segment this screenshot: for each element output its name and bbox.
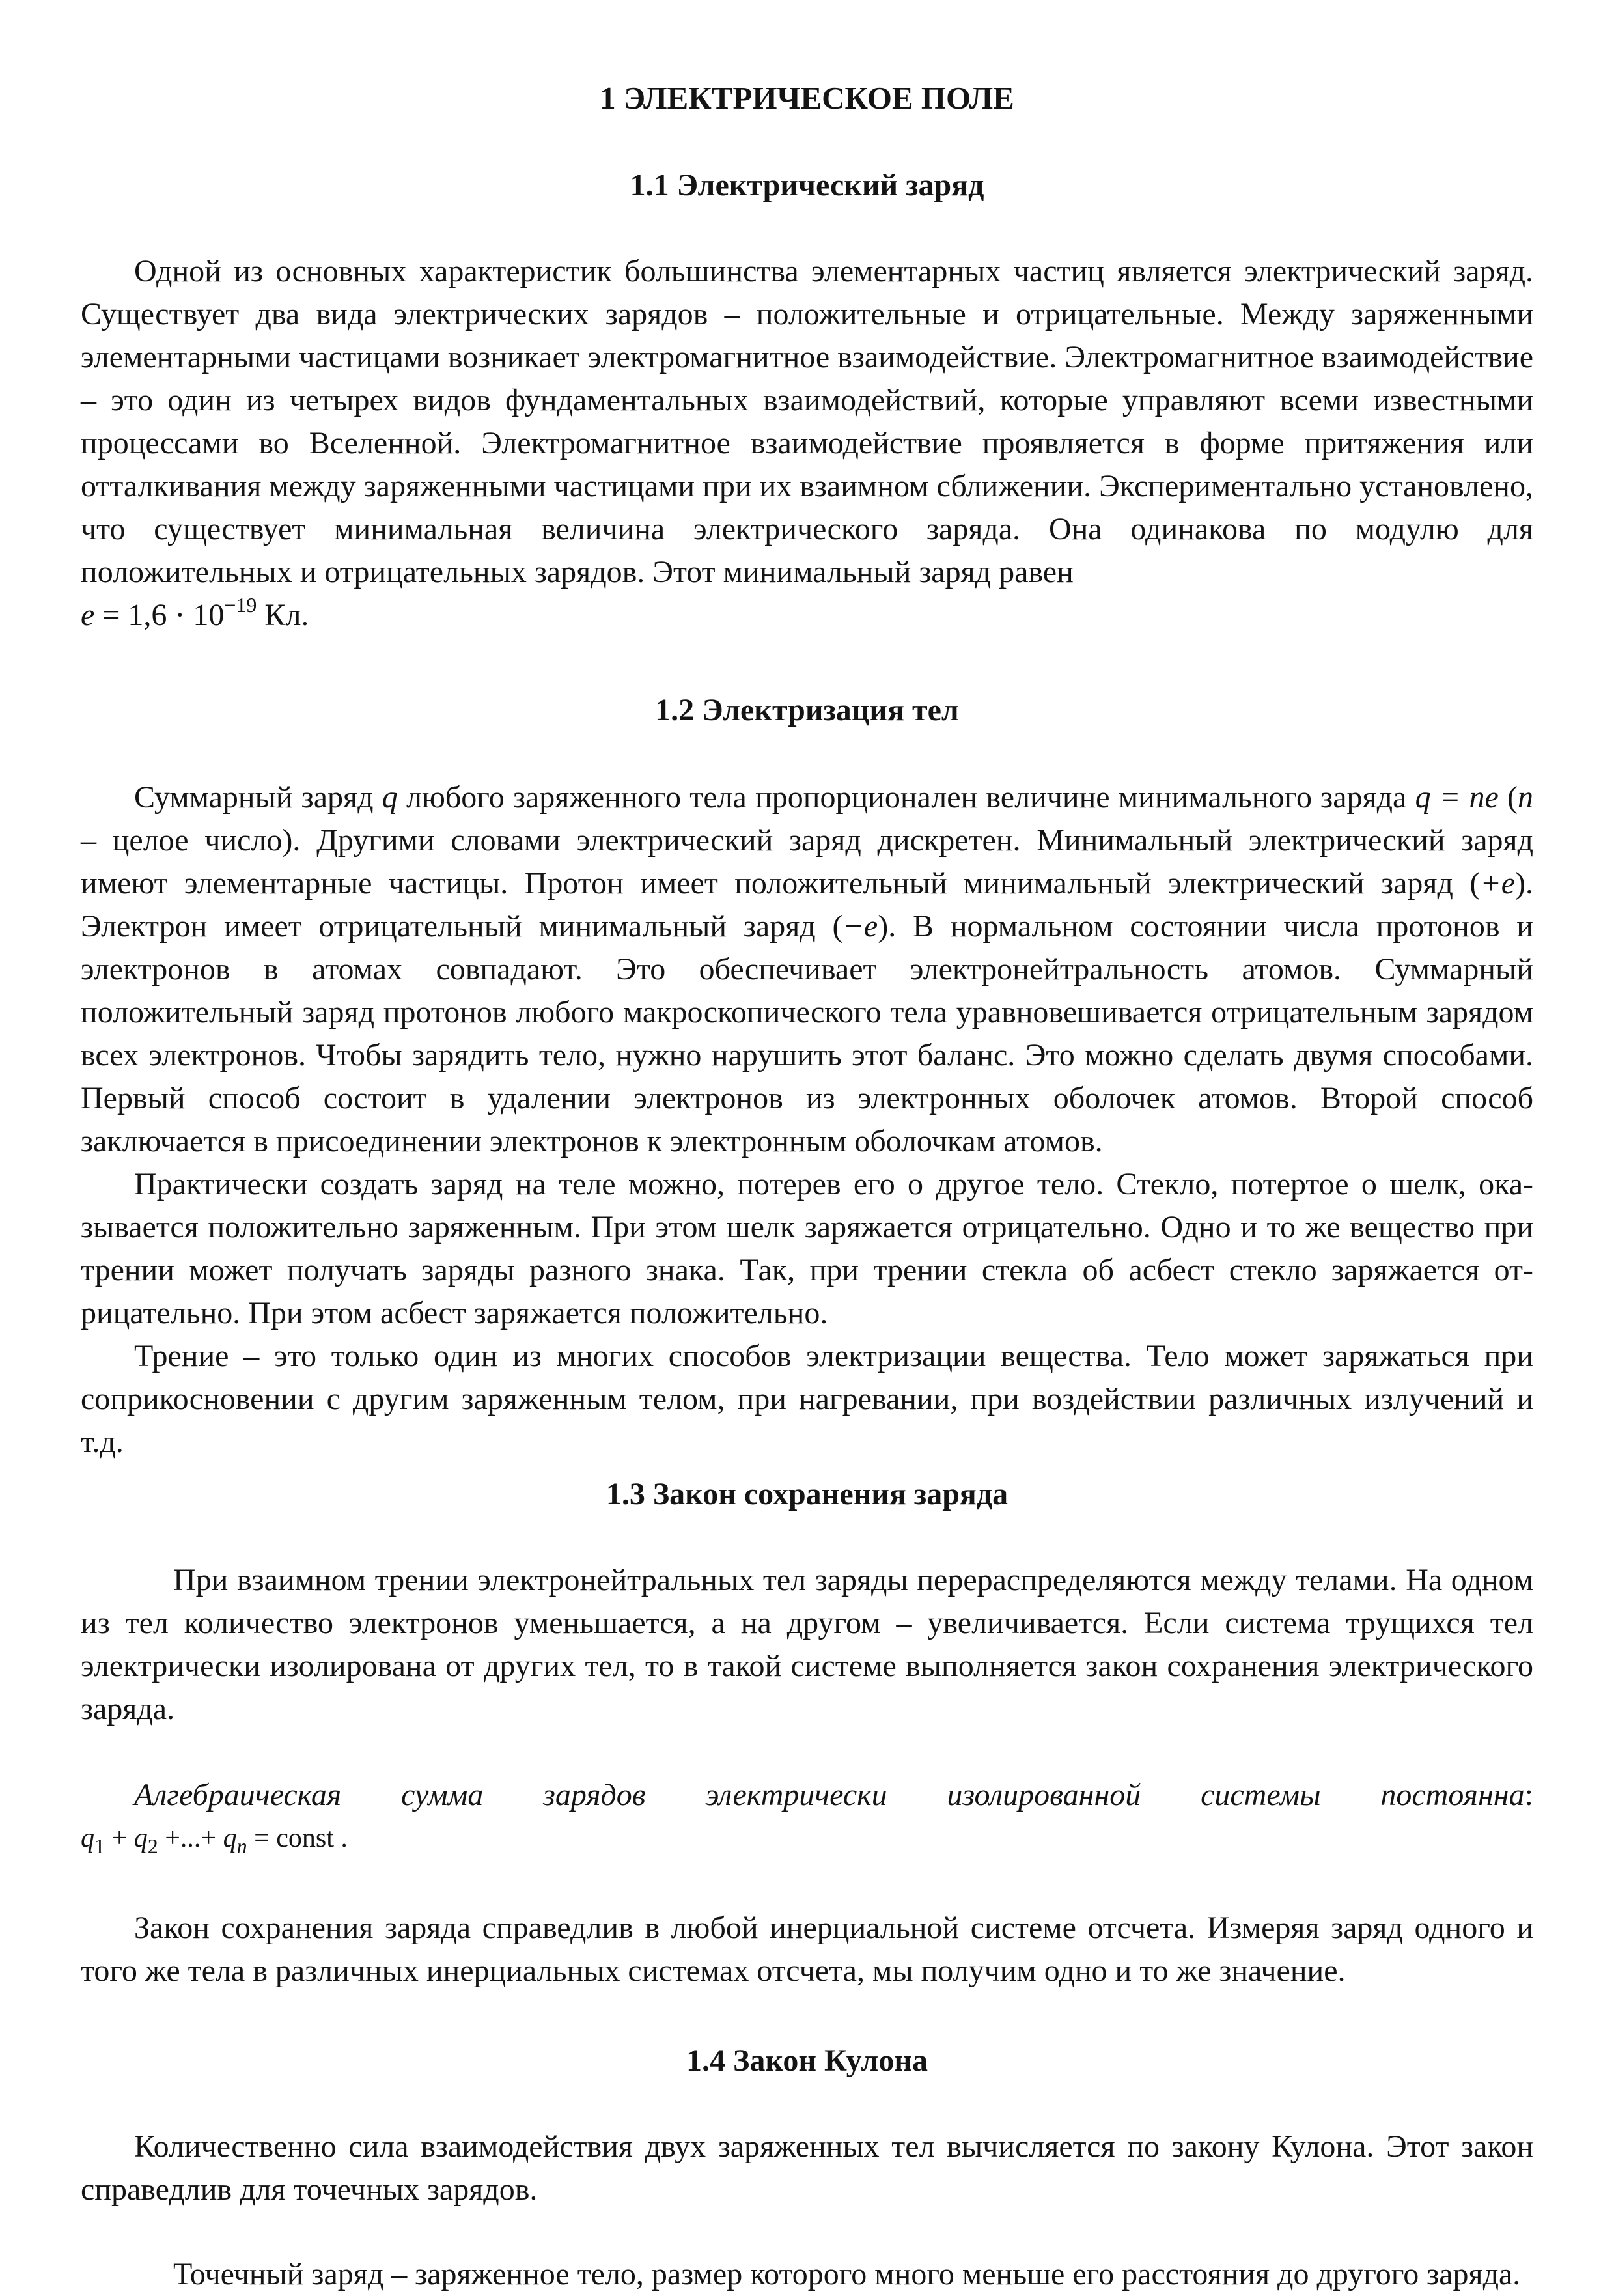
- integer-symbol: n: [1518, 780, 1534, 815]
- formula-index: 2: [147, 1834, 158, 1858]
- formula-rhs: = const .: [247, 1823, 348, 1853]
- law-word: постоянна: [1380, 1778, 1525, 1812]
- section-1-3-paragraph-1: При взаимном трении электронейтральных тел заряды перераспределяются между телами. На одном из тел количество электронов уменьшается, а на другом – увеличивается. Если система трущихся тел электрически изолирована от других тел, то в такой системе выполняется закон сохранения электрического заряда.: [81, 1563, 1533, 1726]
- formula-op: +: [105, 1823, 134, 1853]
- text-fragment: (: [1498, 780, 1518, 815]
- conservation-law-statement: [81, 1774, 1533, 1817]
- section-1-1-paragraph: [81, 250, 1533, 637]
- elementary-charge-exponent: −19: [224, 593, 257, 617]
- section-1-4-paragraph-1: Количественно сила взаимодействия двух заряженных тел вычисляется по закону Кулона. Этот закон справедлив для точечных зарядов.: [81, 2129, 1533, 2207]
- law-word: электрически: [705, 1778, 887, 1812]
- electron-charge: −e: [842, 909, 878, 944]
- text-fragment: – целое число). Другими словами электрический заряд дискретен. Минимальный электрический заряд имеют элементарные частицы. Протон имеет положительный минимальный электрический заряд (: [81, 823, 1533, 901]
- formula-q: q: [223, 1823, 237, 1853]
- conservation-formula: [81, 1817, 1533, 1860]
- elementary-charge-unit: Кл.: [257, 598, 309, 632]
- section-1-2-title: 1.2 Электризация тел: [655, 693, 959, 727]
- section-1-2-paragraph-3: Трение – это только один из многих способов электризации вещества. Тело может заряжаться при соприкосновении с другим заряженным телом, при нагревании, при воздействии различных излучений и т.д.: [81, 1339, 1533, 1459]
- section-1-3-title: 1.3 Закон сохранения заряда: [605, 1477, 1009, 1511]
- law-word: сумма: [400, 1778, 484, 1812]
- paragraph-text: Одной из основных характеристик большинства элементарных частиц является электрический заряд. Существует два вида электрических зарядов – положительные и отрицательные. Между заряженными элементарными частицами возникает электромагнитное взаимодействие. Электромагнитное взаимодействие – это один из четырех видов фундаментальных взаимодействий, которые управляют всеми известными процессами во Вселенной. Электромагнитное взаимодействие проявляется в форме притяжения или отталкивания между заряженными частицами при их взаимном сближении. Экспериментально установлено, что существует минимальная величина электрического заряда. Она одинакова по модулю для положительных и отрицательных зарядов. Этот минимальный заряд равен: [81, 254, 1533, 589]
- text-fragment: любого заряженного тела пропорционален величине минимального заряда: [397, 780, 1415, 815]
- formula-q: q: [81, 1823, 94, 1853]
- elementary-charge-value: = 1,6 · 10: [94, 598, 225, 632]
- law-colon: :: [1524, 1778, 1533, 1812]
- law-word: зарядов: [543, 1778, 646, 1812]
- charge-formula: q = ne: [1415, 780, 1499, 815]
- elementary-charge-symbol: e: [81, 598, 95, 632]
- law-word: Алгебраическая: [134, 1778, 342, 1812]
- section-1-2-paragraph-2: Практически создать заряд на теле можно, потерев его о другое тело. Стекло, потертое о шелк, оказывается положительно заряженным. При этом шелк заряжается отрицательно. Одно и то же вещество при трении может получать заряды разного знака. Так, при трении стекла об асбест стекло заряжается отрицательно. При этом асбест заряжается положительно.: [81, 1167, 1533, 1330]
- text-fragment: ). В нормальном состоянии числа протонов и электронов в атомах совпадают. Это обеспечивает электронейтральность атомов. Суммарный положительный заряд протонов любого макроскопического тела уравновешивается отрицательным зарядом всех электронов. Чтобы зарядить тело, нужно нарушить этот баланс. Это можно сделать двумя способами. Первый способ состоит в удалении электронов из электронных оболочек атомов. Второй способ заключается в присоединении электронов к электронным оболочкам атомов.: [81, 909, 1533, 1158]
- section-1-3-paragraph-2: Закон сохранения заряда справедлив в любой инерциальной системе отсчета. Измеряя заряд одного и того же тела в различных инерциальных системах отсчета, мы получим одно и то же значение.: [81, 1911, 1533, 1988]
- formula-index: n: [236, 1834, 247, 1858]
- section-1-4-title: 1.4 Закон Кулона: [686, 2043, 928, 2078]
- chapter-title: 1 ЭЛЕКТРИЧЕСКОЕ ПОЛЕ: [600, 80, 1014, 116]
- formula-index: 1: [94, 1834, 105, 1858]
- section-1-2-paragraph-1: [81, 776, 1533, 1163]
- section-1-4-paragraph-2: Точечный заряд – заряженное тело, размер которого много меньше его расстояния до другого заряда.: [173, 2257, 1521, 2291]
- formula-q: q: [133, 1823, 148, 1853]
- text-fragment: ). Электрон имеет отрицательный минимальный заряд (: [81, 866, 1533, 944]
- law-word: системы: [1201, 1778, 1321, 1812]
- section-1-1-title: 1.1 Электрический заряд: [630, 168, 984, 203]
- law-word-last: [1380, 1774, 1533, 1817]
- charge-symbol: q: [382, 780, 398, 815]
- text-fragment: Суммарный заряд: [134, 780, 382, 815]
- proton-charge: +e: [1480, 866, 1516, 901]
- law-word: изолированной: [947, 1778, 1141, 1812]
- formula-op: +...+: [158, 1823, 223, 1853]
